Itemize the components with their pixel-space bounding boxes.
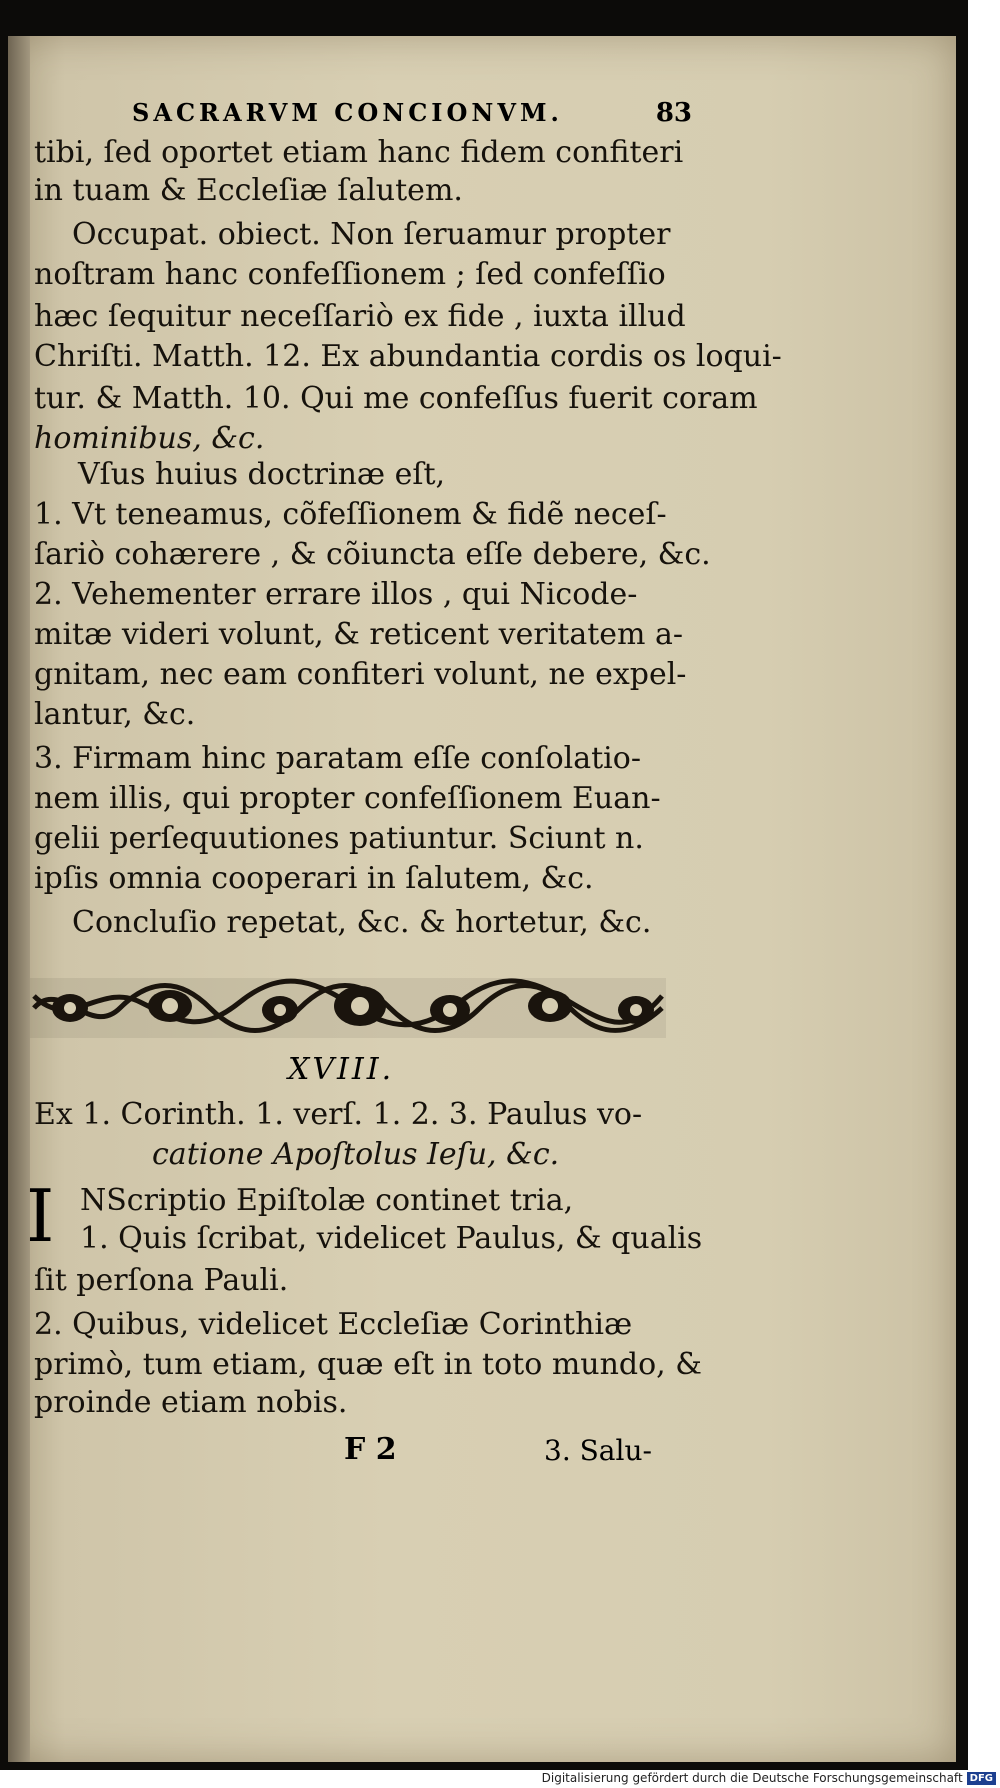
section-heading-line: Ex 1. Corinth. 1. verſ. 1. 2. 3. Paulus vo- — [34, 1097, 643, 1132]
page-gutter — [8, 36, 30, 1762]
section-number: XVIII. — [288, 1052, 395, 1087]
text-line: 2. Quibus, videlicet Eccleſiæ Corinthiæ — [34, 1307, 633, 1342]
text-line: hæc ſequitur neceſſariò ex fide , iuxta illud — [34, 299, 686, 334]
text-line: 3. Firmam hinc paratam eſſe conſolatio- — [34, 741, 641, 776]
text-line: ſariò cohærere , & cõiuncta eſſe debere, &c. — [34, 537, 711, 572]
text-line: hominibus, &c. — [34, 421, 265, 456]
text-line: Concluſio repetat, &c. & hortetur, &c. — [72, 905, 652, 940]
text-line: Vſus huius doctrinæ eſt, — [78, 457, 446, 492]
catchword: 3. Salu- — [544, 1434, 652, 1467]
text-line: ipſis omnia cooperari in ſalutem, &c. — [34, 861, 594, 896]
text-line: in tuam & Eccleſiæ ſalutem. — [34, 173, 463, 208]
text-line: 1. Quis ſcribat, videlicet Paulus, & qualis — [80, 1221, 703, 1256]
signature-mark: F 2 — [344, 1432, 397, 1467]
text-line: tibi, ſed oportet etiam hanc fidem confiteri — [34, 135, 684, 170]
drop-capital: I — [26, 1174, 55, 1258]
text-line: ſit perſona Pauli. — [34, 1263, 289, 1298]
text-line: gnitam, nec eam confiteri volunt, ne expel- — [34, 657, 687, 692]
book-page — [8, 36, 956, 1762]
text-line: 1. Vt teneamus, cõfeſſionem & fidẽ neceſ- — [34, 497, 667, 532]
decorative-ornament-band — [30, 972, 666, 1044]
credit-text: Digitalisierung gefördert durch die Deutsche Forschungsgemeinschaft — [541, 1771, 963, 1785]
page-header — [132, 98, 692, 134]
folio-number: 83 — [655, 98, 692, 128]
text-line: Chriſti. Matth. 12. Ex abundantia cordis os loqui- — [34, 339, 782, 374]
text-line: Occupat. obiect. Non ſeruamur propter — [72, 217, 671, 252]
text-line: 2. Vehementer errare illos , qui Nicode- — [34, 577, 638, 612]
text-line: gelii perſequutiones patiuntur. Sciunt n. — [34, 821, 644, 856]
running-head: SACRARVM CONCIONVM. — [132, 98, 563, 127]
section-heading-line: catione Apoſtolus Ieſu, &c. — [152, 1137, 560, 1172]
text-line: nem illis, qui propter confeſſionem Euan- — [34, 781, 661, 816]
text-line: NScriptio Epiſtolæ continet tria, — [80, 1183, 574, 1218]
text-line: primò, tum etiam, quæ eſt in toto mundo, & — [34, 1347, 702, 1382]
text-line: lantur, &c. — [34, 697, 196, 732]
text-line: tur. & Matth. 10. Qui me confeſſus fuerit coram — [34, 381, 758, 416]
text-line: proinde etiam nobis. — [34, 1385, 348, 1420]
digitization-credit — [542, 1768, 996, 1788]
dfg-logo: DFG — [967, 1772, 996, 1785]
text-line: noſtram hanc confeſſionem ; ſed confeſſio — [34, 257, 666, 292]
text-line: mitæ videri volunt, & reticent veritatem a- — [34, 617, 684, 652]
